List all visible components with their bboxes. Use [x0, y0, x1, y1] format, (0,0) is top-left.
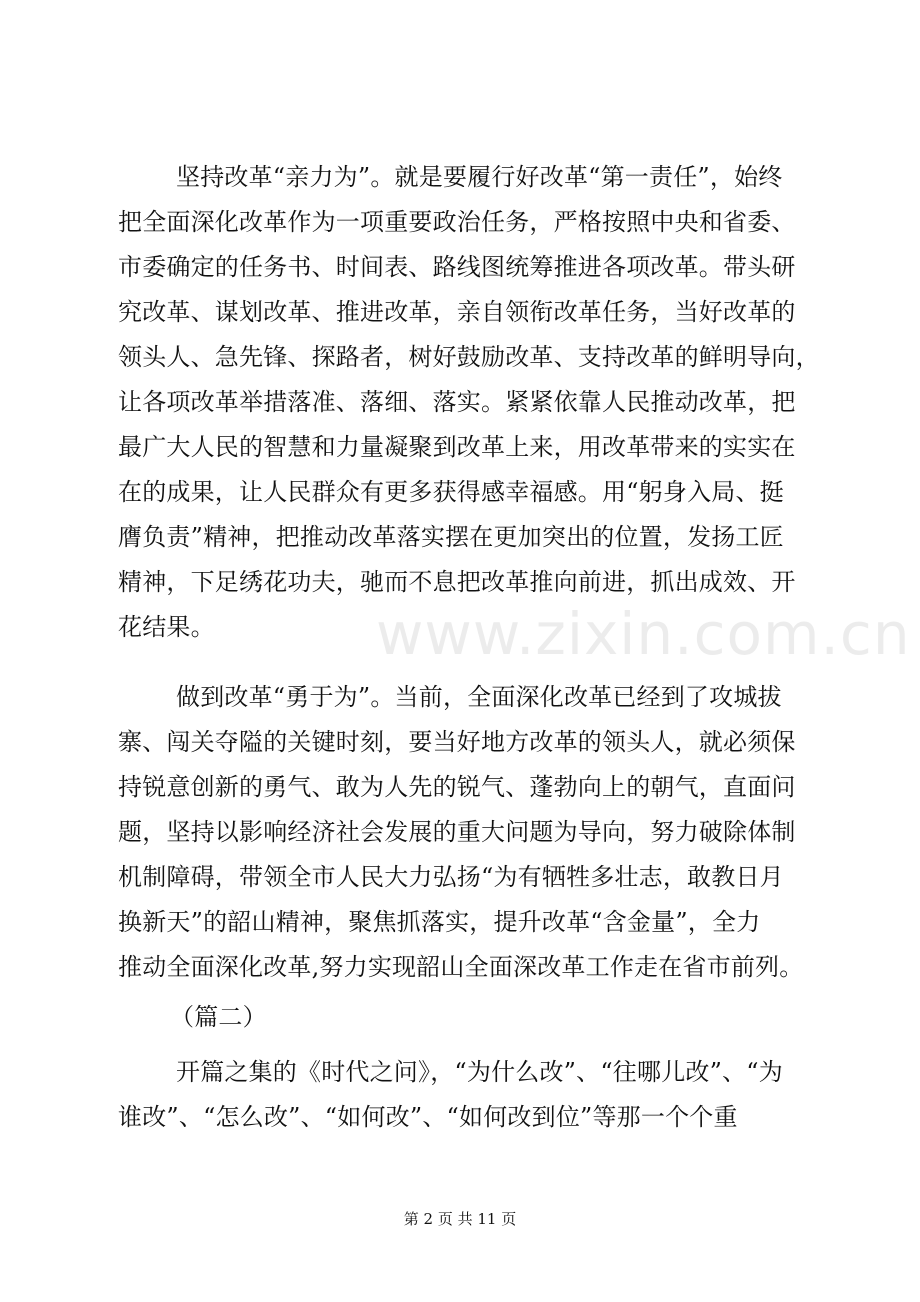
text-line: 把全面深化改革作为一项重要政治任务，严格按照中央和省委、 — [118, 208, 796, 236]
text-line: 膺负责”精神，把推动改革落实摆在更加突出的位置，发扬工匠 — [118, 523, 784, 551]
section-heading: （篇二） — [170, 1003, 267, 1031]
text-line: 开篇之集的《时代之问》，“为什么改”、“往哪儿改”、“为 — [176, 1058, 783, 1086]
text-line: 换新天”的韶山精神，聚焦抓落实，提升改革“含金量”，全力 — [118, 908, 761, 936]
text-line: 花结果。 — [118, 613, 215, 641]
text-line: 市委确定的任务书、时间表、路线图统筹推进各项改革。带头研 — [118, 253, 796, 281]
text-line: 谁改”、“怎么改”、“如何改”、“如何改到位”等那一个个重 — [118, 1103, 738, 1131]
text-line: 最广大人民的智慧和力量凝聚到改革上来，用改革带来的实实在 — [118, 433, 796, 461]
text-line: 推动全面深化改革,努力实现韶山全面深改革工作走在省市前列。 — [118, 953, 804, 981]
text-line: 究改革、谋划改革、推进改革，亲自领衔改革任务，当好改革的 — [118, 298, 796, 326]
text-line: 领头人、急先锋、探路者，树好鼓励改革、支持改革的鲜明导向， — [118, 343, 820, 371]
text-line: 机制障碍，带领全市人民大力弘扬“为有牺牲多壮志，敢教日月 — [118, 863, 784, 891]
text-line: 在的成果，让人民群众有更多获得感幸福感。用“躬身入局、挺 — [118, 478, 784, 506]
text-line: 做到改革“勇于为”。当前，全面深化改革已经到了攻城拔 — [176, 683, 782, 711]
page-footer: 第 2 页 共 11 页 — [403, 1210, 517, 1228]
text-line: 坚持改革“亲力为”。就是要履行好改革“第一责任”，始终 — [176, 163, 783, 191]
watermark-text: www.zixin.com.cn — [376, 600, 911, 668]
text-line: 让各项改革举措落准、落细、落实。紧紧依靠人民推动改革，把 — [118, 388, 796, 416]
text-line: 寨、闯关夺隘的关键时刻，要当好地方改革的领头人，就必须保 — [118, 728, 796, 756]
text-line: 精神，下足绣花功夫，驰而不息把改革推向前进，抓出成效、开 — [118, 568, 796, 596]
text-line: 题，坚持以影响经济社会发展的重大问题为导向，努力破除体制 — [118, 818, 796, 846]
text-line: 持锐意创新的勇气、敢为人先的锐气、蓬勃向上的朝气，直面问 — [118, 773, 796, 801]
